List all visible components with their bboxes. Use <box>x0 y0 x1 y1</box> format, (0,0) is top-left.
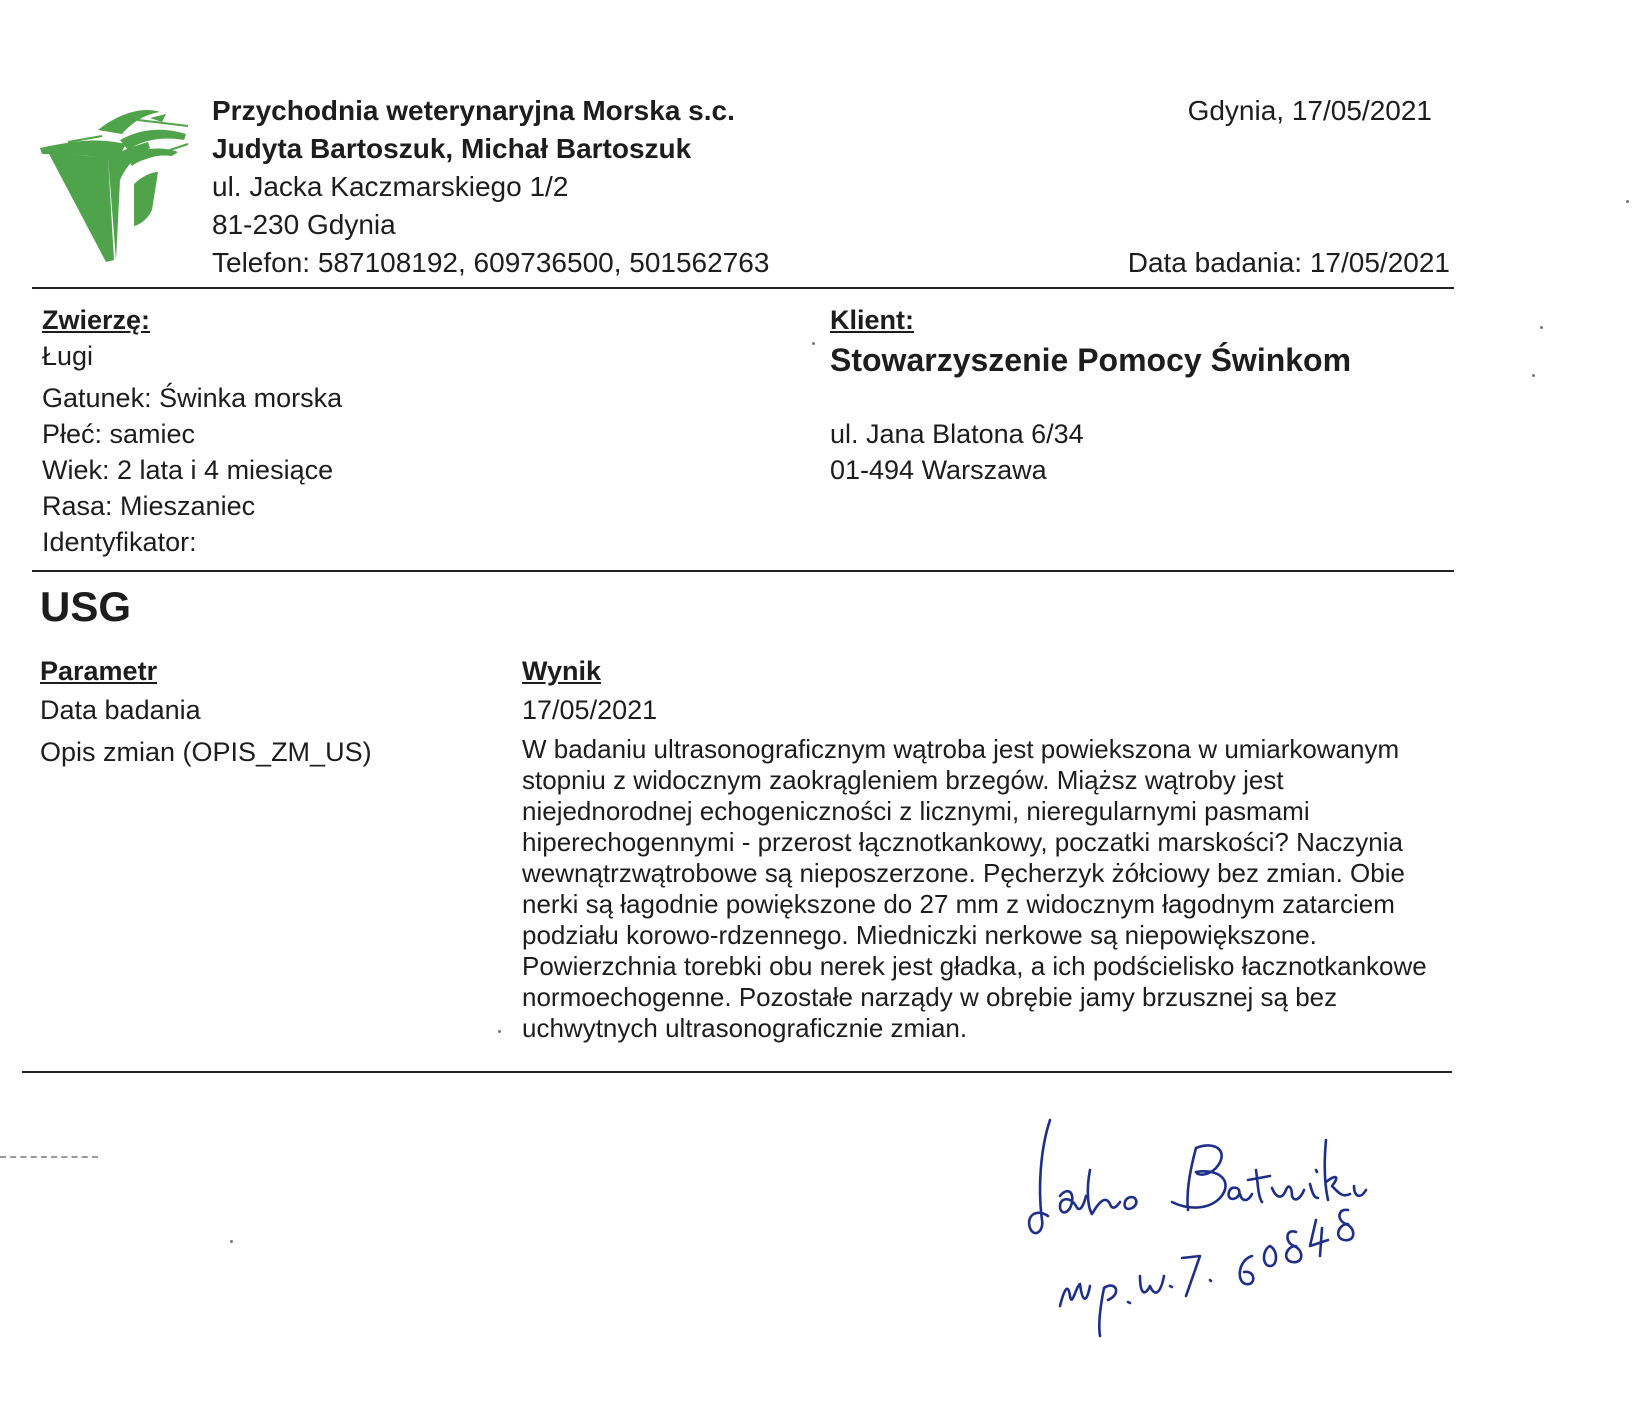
place-date: Gdynia, 17/05/2021 <box>1187 95 1432 126</box>
description-line: Powierzchnia torebki obu nerek jest gładka, a ich podścielisko łacznotkankowe <box>522 951 1427 981</box>
description-line: wewnątrzwątrobowe są nieposzerzone. Pęcherzyk żółciowy bez zmian. Obie <box>522 858 1405 888</box>
description-text <box>522 734 1502 1044</box>
description-line: stopniu z widocznym zaokrągleniem brzegów. Miąższ wątroby jest <box>522 765 1284 795</box>
description-line: hiperechogennymi - przerost łącznotkankowy, poczatki marskości? Naczynia <box>522 827 1404 857</box>
info-divider <box>32 570 1454 572</box>
clinic-city: 81-230 Gdynia <box>212 209 396 240</box>
param-header: Parametr <box>40 656 158 686</box>
clinic-street: ul. Jacka Kaczmarskiego 1/2 <box>212 171 569 202</box>
animal-sex: Płeć: samiec <box>42 419 196 449</box>
animal-heading: Zwierzę: <box>42 305 151 335</box>
animal-breed: Rasa: Mieszaniec <box>42 491 256 521</box>
animal-name: Ługi <box>42 341 94 371</box>
clinic-logo <box>38 100 203 270</box>
description-line: niejednorodnej echogeniczności z licznymi, nieregularnymi pasmami <box>522 796 1310 826</box>
clinic-phone: Telefon: 587108192, 609736500, 501562763 <box>212 247 770 278</box>
animal-identifier: Identyfikator: <box>42 527 197 557</box>
result-header: Wynik <box>522 656 602 686</box>
client-city: 01-494 Warszawa <box>830 455 1047 485</box>
section-title: USG <box>40 583 132 630</box>
header-divider <box>32 287 1454 289</box>
param-description: Opis zmian (OPIS_ZM_US) <box>40 737 372 767</box>
signature <box>1020 1110 1440 1350</box>
scan-speck <box>230 1240 233 1243</box>
exam-date: Data badania: 17/05/2021 <box>1127 247 1450 278</box>
scan-speck <box>498 1030 501 1033</box>
scan-speck <box>1532 374 1535 377</box>
clinic-name: Przychodnia weterynaryjna Morska s.c. <box>212 95 735 126</box>
animal-species: Gatunek: Świnka morska <box>42 383 343 413</box>
description-line: nerki są łagodnie powiększone do 27 mm z widocznym łagodnym zatarciem <box>522 889 1395 919</box>
scan-mark <box>0 1156 98 1158</box>
clinic-owners: Judyta Bartoszuk, Michał Bartoszuk <box>212 133 692 164</box>
description-line: podziału korowo-rdzennego. Miedniczki nerkowe są niepowiększone. <box>522 920 1317 950</box>
animal-age: Wiek: 2 lata i 4 miesiące <box>42 455 334 485</box>
scan-speck <box>812 342 815 345</box>
footer-divider <box>22 1071 1452 1073</box>
scan-speck <box>1540 326 1543 329</box>
value-exam-date: 17/05/2021 <box>522 695 658 725</box>
client-street: ul. Jana Blatona 6/34 <box>830 419 1084 449</box>
description-line: W badaniu ultrasonograficznym wątroba jest powiekszona w umiarkowanym <box>522 734 1400 764</box>
scan-speck <box>1626 200 1629 203</box>
description-line: uchwytnych ultrasonograficznie zmian. <box>522 1013 968 1043</box>
client-name: Stowarzyszenie Pomocy Świnkom <box>830 342 1352 378</box>
description-line: normoechogenne. Pozostałe narządy w obrębie jamy brzusznej są bez <box>522 982 1338 1012</box>
param-exam-date: Data badania <box>40 695 201 725</box>
client-heading: Klient: <box>830 305 914 335</box>
